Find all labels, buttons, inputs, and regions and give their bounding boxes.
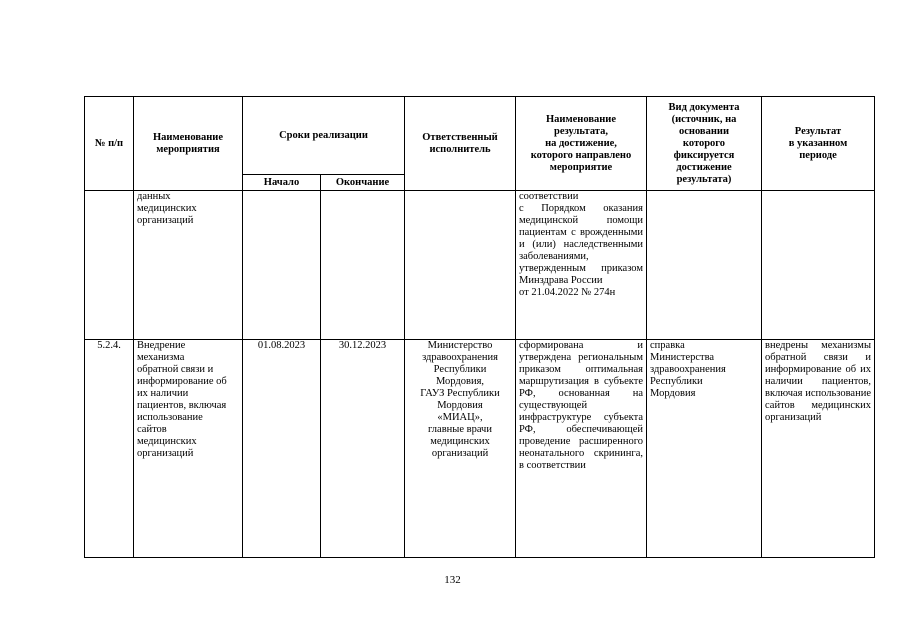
cell-result-name: сформирована и утверждена региональным приказом оптимальная маршрутизация в субъекте РФ, основанная на существующей инфраструктуре субъекта РФ, обеспечивающей проведение расширенного неонатального скрининга, в соответствии	[516, 340, 647, 558]
header-start: Начало	[243, 175, 321, 191]
cell-period-result	[762, 191, 875, 340]
cell-executor	[405, 191, 516, 340]
header-period-result: Результат в указанном периоде	[762, 97, 875, 191]
cell-activity-name: данных медицинских организаций	[134, 191, 243, 340]
cell-number	[85, 191, 134, 340]
header-activity-name: Наименование мероприятия	[134, 97, 243, 191]
cell-executor: Министерство здравоохранения Республики Мордовия, ГАУЗ Республики Мордовия «МИАЦ», главные врачи медицинских организаций	[405, 340, 516, 558]
cell-document-type: справка Министерства здравоохранения Республики Мордовия	[647, 340, 762, 558]
page-number: 132	[444, 574, 461, 586]
cell-start: 01.08.2023	[243, 340, 321, 558]
cell-start	[243, 191, 321, 340]
header-document-type: Вид документа (источник, на основании которого фиксируется достижение результата)	[647, 97, 762, 191]
table-row	[85, 340, 875, 558]
header-result-name: Наименование результата, на достижение, которого направлено мероприятие	[516, 97, 647, 191]
plan-table	[84, 96, 875, 558]
cell-end	[321, 191, 405, 340]
cell-activity-name: Внедрение механизма обратной связи и информирование об их наличии пациентов, включая использование сайтов медицинских организаций	[134, 340, 243, 558]
table-row	[85, 191, 875, 340]
cell-result-name: соответствии с Порядком оказания медицинской помощи пациентам с врожденными и (или) наследственными заболеваниями, утвержденным приказом Минздрава России от 21.04.2022 № 274н	[516, 191, 647, 340]
cell-number: 5.2.4.	[85, 340, 134, 558]
header-end: Окончание	[321, 175, 405, 191]
cell-document-type	[647, 191, 762, 340]
header-terms: Сроки реализации	[243, 97, 405, 175]
header-executor: Ответственный исполнитель	[405, 97, 516, 191]
cell-period-result: внедрены механизмы обратной связи и информирование об их наличии пациентов, включая использование сайтов медицинских организаций	[762, 340, 875, 558]
cell-end: 30.12.2023	[321, 340, 405, 558]
header-number: № п/п	[85, 97, 134, 191]
